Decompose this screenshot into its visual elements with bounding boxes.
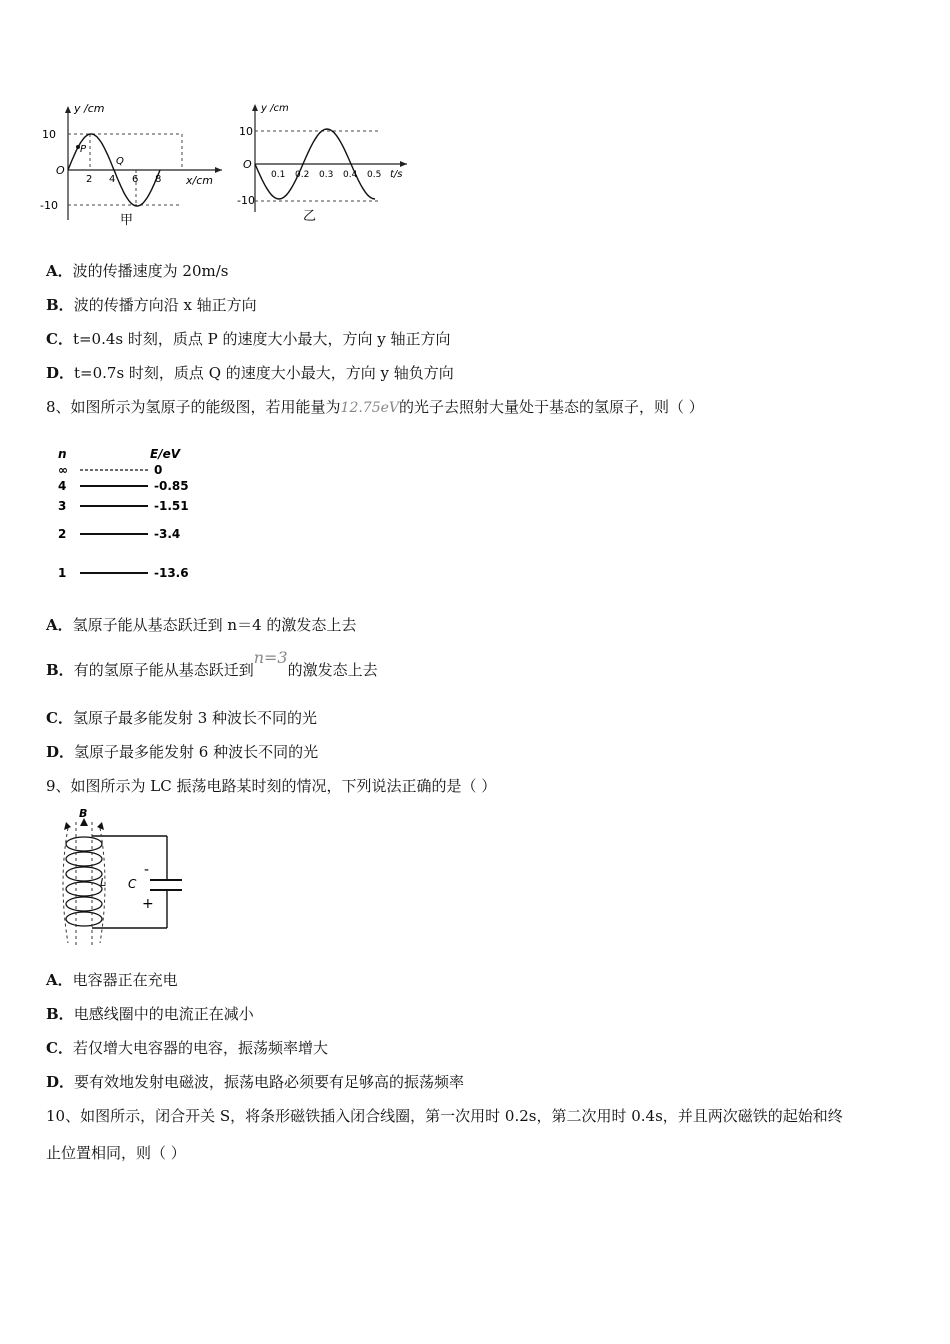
lc-circuit-diagram (52, 808, 182, 953)
wave-x-point-q: Q (116, 156, 124, 167)
q7-option-c: C．t=0.4s 时刻，质点 P 的速度大小最大，方向 y 轴正方向 (46, 330, 451, 348)
lc-c-label: C (128, 877, 137, 891)
energy-level-diagram (52, 440, 212, 590)
q10-stem-line-1: 10、如图所示，闭合开关 S，将条形磁铁插入闭合线圈，第一次用时 0.2s，第二次用时 0.4s，并且两次磁铁的起始和终 (46, 1107, 843, 1125)
energy-level-value: 0 (154, 463, 163, 477)
energy-n-header: n (58, 447, 67, 461)
wave-t-xtick: 0.4 (343, 170, 358, 180)
q8-option-c: C．氢原子最多能发射 3 种波长不同的光 (46, 709, 318, 727)
energy-e-header: E/eV (150, 447, 181, 461)
lc-b-label: B (79, 808, 88, 820)
wave-x-xtick: 8 (155, 174, 162, 185)
q8-option-a: A．氢原子能从基态跃迁到 n＝4 的激发态上去 (46, 616, 357, 634)
q9-stem: 9、如图所示为 LC 振荡电路某时刻的情况，下列说法正确的是（ ） (46, 777, 497, 795)
energy-level-value: -13.6 (154, 566, 189, 580)
energy-level-value: -0.85 (154, 479, 189, 493)
q9-option-d: D．要有效地发射电磁波，振荡电路必须要有足够高的振荡频率 (46, 1073, 465, 1091)
energy-level-value: -3.4 (154, 527, 181, 541)
wave-t-figure (235, 100, 415, 230)
energy-level-n: 1 (58, 566, 67, 580)
q10-stem-line-2: 止位置相同，则（ ） (46, 1144, 186, 1162)
wave-x-origin: O (56, 164, 65, 177)
wave-x-point-p: P (80, 144, 87, 155)
q8-option-b: B．有的氢原子能从基态跃迁到n=3的激发态上去 (46, 648, 378, 679)
wave-x-x-axis-label: x/cm (186, 174, 213, 187)
wave-t-x-axis-label: t/s (390, 169, 403, 180)
wave-x-y-axis-label: y /cm (74, 102, 105, 115)
energy-level-n: ∞ (58, 463, 68, 477)
q8-option-d: D．氢原子最多能发射 6 种波长不同的光 (46, 743, 319, 761)
q9-option-c: C．若仅增大电容器的电容，振荡频率增大 (46, 1039, 328, 1057)
wave-t-ytick-neg10: -10 (237, 194, 255, 207)
wave-t-xtick: 0.1 (271, 170, 286, 180)
lc-l-label: L (100, 876, 107, 889)
wave-x-xtick: 4 (109, 174, 116, 185)
wave-x-ytick-10: 10 (42, 128, 56, 141)
wave-t-caption: 乙 (303, 209, 317, 224)
lc-plus-sign: + (142, 896, 154, 912)
wave-t-origin: O (243, 158, 252, 171)
q7-option-d: D．t=0.7s 时刻，质点 Q 的速度大小最大，方向 y 轴负方向 (46, 364, 454, 382)
q7-option-b: B．波的传播方向沿 x 轴正方向 (46, 296, 257, 314)
wave-x-caption: 甲 (120, 213, 134, 228)
q8-stem: 8、如图所示为氢原子的能级图，若用能量为12.75eV的光子去照射大量处于基态的氢原子，则（ ） (46, 398, 704, 416)
energy-level-n: 4 (58, 479, 67, 493)
wave-x-xtick: 6 (132, 174, 139, 185)
wave-t-ytick-10: 10 (239, 125, 253, 138)
wave-t-xtick: 0.3 (319, 170, 334, 180)
wave-t-y-axis-label: y /cm (261, 103, 289, 114)
q8-energy-value: 12.75eV (340, 400, 400, 416)
lc-minus-sign: - (144, 862, 150, 878)
energy-level-n: 2 (58, 527, 67, 541)
q9-option-b: B．电感线圈中的电流正在减小 (46, 1005, 254, 1023)
wave-x-xtick: 2 (86, 174, 93, 185)
wave-x-figure (40, 100, 230, 230)
q9-option-a: A．电容器正在充电 (46, 971, 178, 989)
wave-t-xtick: 0.5 (367, 170, 382, 180)
energy-level-n: 3 (58, 499, 67, 513)
wave-t-xtick: 0.2 (295, 170, 310, 180)
wave-x-ytick-neg10: -10 (40, 199, 58, 212)
q8-option-b-math: n=3 (253, 648, 288, 667)
q7-option-a: A．波的传播速度为 20m/s (46, 262, 229, 280)
energy-level-value: -1.51 (154, 499, 189, 513)
